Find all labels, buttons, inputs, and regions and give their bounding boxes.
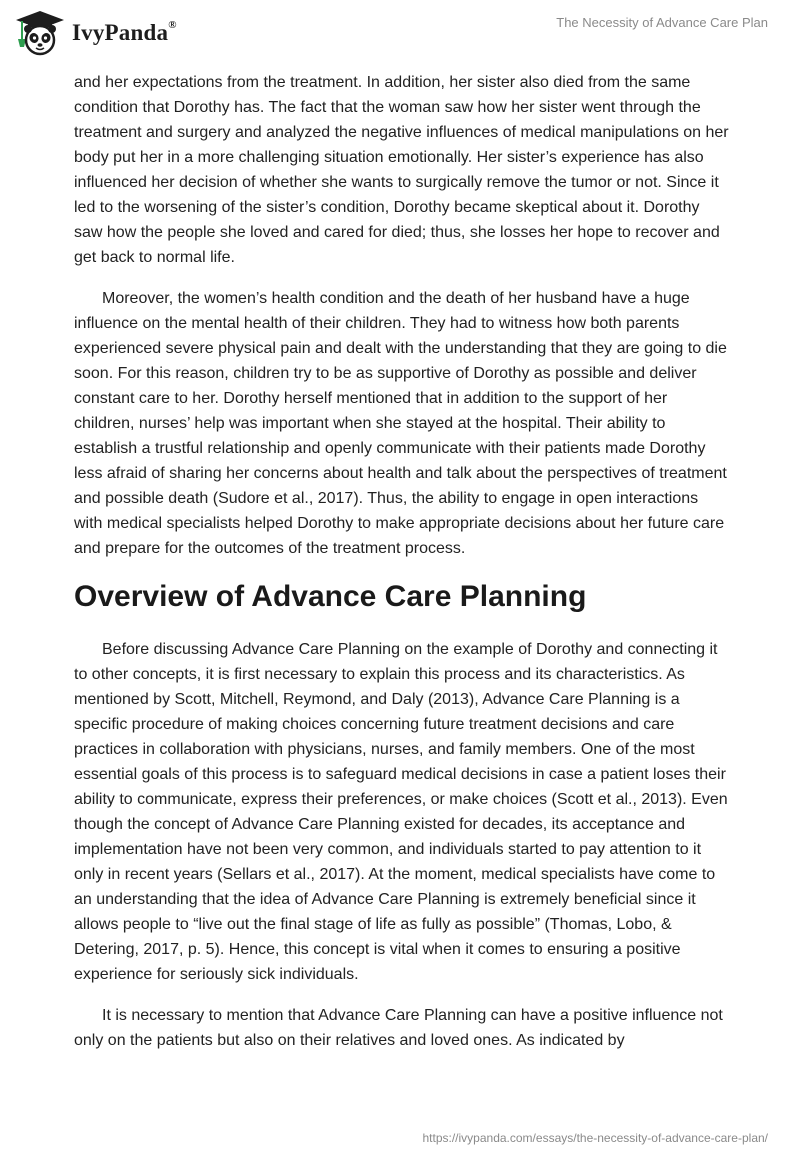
- section-heading: Overview of Advance Care Planning: [74, 580, 587, 613]
- paragraph-3: Before discussing Advance Care Planning on the example of Dorothy and connecting it to other concepts, it is first necessary to explain this process and its characteristics. As mentioned by Scott, Mitchell, Reymond, and Daly (2013), Advance Care Planning is a specific procedure of making choices concerning future treatment decisions and care practices in collaboration with physicians, nurses, and family members. One of the most essential goals of this process is to safeguard medical decisions in case a patient loses their ability to communicate, express their preferences, or make choices (Scott et al., 2013). Even though the concept of Advance Care Planning existed for decades, its acceptance and implementation have not been very common, and individuals started to pay attention to it only in recent years (Sellars et al., 2017). At the moment, medical specialists have come to an understanding that the idea of Advance Care Planning is extremely beneficial since it allows people to “live out the final stage of life as fully as possible” (Thomas, Lobo, & Detering, 2017, p. 5). Hence, this concept is vital when it comes to ensuring a positive experience for seriously sick individuals.: [74, 641, 728, 983]
- paragraph-4: It is necessary to mention that Advance Care Planning can have a positive influence not only on the patients but also on their relatives and loved ones. As indicated by: [74, 1007, 723, 1049]
- source-url[interactable]: https://ivypanda.com/essays/the-necessity-of-advance-care-plan/: [422, 1131, 768, 1145]
- paragraph-2: Moreover, the women’s health condition and the death of her husband have a huge influence on the mental health of their children. They had to witness how both parents experienced severe physical pain and dealt with the understanding that they are going to die soon. For this reason, children try to be as supportive of Dorothy as possible and deliver constant care to her. Dorothy herself mentioned that in addition to the support of her children, nurses’ help was important when she stayed at the hospital. Their ability to establish a trustful relationship and openly communicate with their patients made Dorothy less afraid of sharing her concerns about health and talk about the perspectives of treatment and possible death (Sudore et al., 2017). Thus, the ability to engage in open interactions with medical specialists helped Dorothy to make appropriate decisions about her future care and prepare for the outcomes of the treatment process.: [74, 290, 727, 557]
- essay-body: [74, 70, 730, 1069]
- document-title: The Necessity of Advance Care Plan: [556, 15, 768, 30]
- paragraph-1: and her expectations from the treatment. In addition, her sister also died from the same condition that Dorothy has. The fact that the woman saw how her sister went through the treatment and surgery and analyzed the negative influences of medical manipulations on her body put her in a more challenging situation emotionally. Her sister’s experience has also influenced her decision of whether she wants to surgically remove the tumor or not. Since it led to the worsening of the sister’s condition, Dorothy became skeptical about it. Dorothy saw how the people she loved and cared for died; thus, she losses her hope to recover and get back to normal life.: [74, 74, 729, 266]
- registered-mark: ®: [168, 19, 177, 32]
- logo-text: IvyPanda®: [72, 19, 177, 45]
- panda-graduate-icon: [14, 9, 66, 57]
- page-header: [0, 0, 800, 70]
- ivypanda-logo[interactable]: [14, 8, 177, 58]
